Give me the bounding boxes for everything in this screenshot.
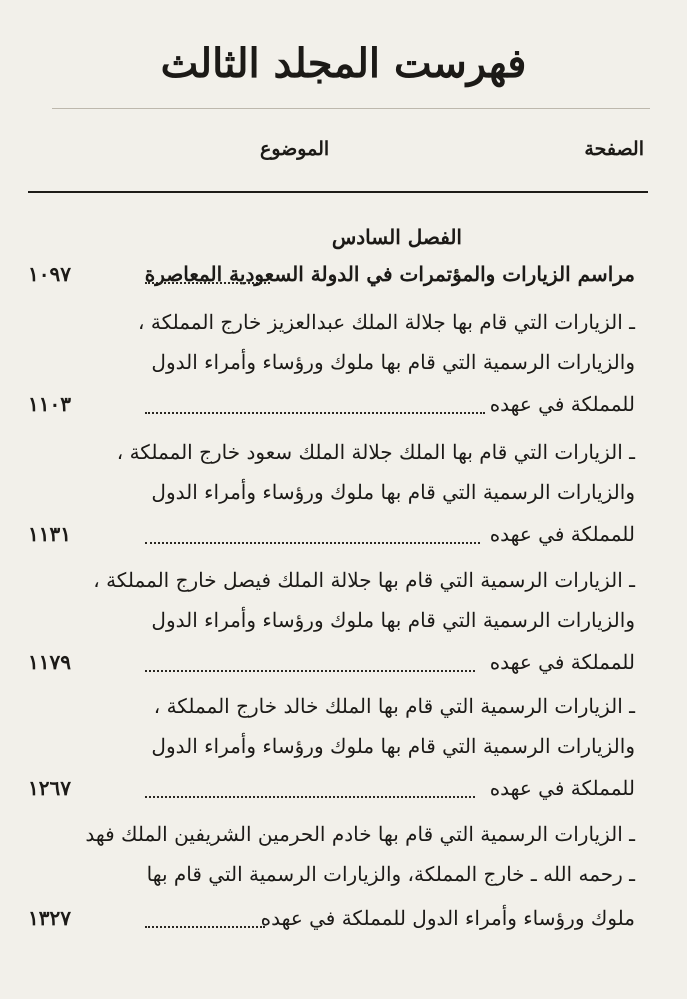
entry-text: والزيارات الرسمية التي قام بها ملوك ورؤساء وأمراء الدول [151, 350, 635, 374]
toc-entry-line [55, 608, 635, 648]
toc-entry-line [55, 392, 635, 432]
header-divider [28, 191, 648, 193]
topic-column-header: الموضوع [260, 138, 330, 160]
entry-text: ـ الزيارات الرسمية التي قام بها خادم الحرمين الشريفين الملك فهد [85, 822, 635, 846]
page-number: ١١٣١ [28, 522, 71, 546]
entry-text: للمملكة في عهده [489, 522, 635, 546]
entry-text: والزيارات الرسمية التي قام بها ملوك ورؤساء وأمراء الدول [151, 480, 635, 504]
toc-entry-line [55, 522, 635, 562]
leader-dots [145, 918, 265, 928]
toc-entry-line [55, 262, 635, 302]
leader-dots [145, 534, 480, 544]
leader-dots [145, 274, 270, 284]
page-number: ١٠٩٧ [28, 262, 71, 286]
page-title: فهرست المجلد الثالث [160, 40, 527, 87]
entry-text: للمملكة في عهده [489, 392, 635, 416]
column-headers [30, 138, 644, 174]
toc-entry-line [55, 734, 635, 774]
entry-text: للمملكة في عهده [489, 776, 635, 800]
toc-entry-line [55, 480, 635, 520]
toc-entry-line [55, 568, 635, 608]
entry-heading-text: مراسم الزيارات والمؤتمرات في الدولة السعودية المعاصرة [144, 262, 635, 286]
entry-text: ملوك ورؤساء وأمراء الدول للمملكة في عهده [260, 906, 635, 930]
page-column-header: الصفحة [584, 138, 644, 160]
toc-entry-line [55, 310, 635, 350]
toc-entry-line [55, 440, 635, 480]
title-divider [52, 108, 650, 109]
leader-dots [145, 404, 485, 414]
toc-entry-line [55, 776, 635, 816]
entry-text: ـ الزيارات التي قام بها الملك جلالة الملك سعود خارج المملكة ، [116, 440, 635, 464]
entry-text: ـ الزيارات التي قام بها جلالة الملك عبدالعزيز خارج المملكة ، [138, 310, 635, 334]
toc-entry-line [55, 694, 635, 734]
entry-text: والزيارات الرسمية التي قام بها ملوك ورؤساء وأمراء الدول [151, 734, 635, 758]
entry-text: للمملكة في عهده [489, 650, 635, 674]
toc-entry-line [55, 350, 635, 390]
entry-text: ـ الزيارات الرسمية التي قام بها الملك خالد خارج المملكة ، [153, 694, 635, 718]
toc-entry-line [55, 906, 635, 946]
page-number: ١١٧٩ [28, 650, 71, 674]
section-title: الفصل السادس [331, 225, 462, 249]
entry-text: ـ الزيارات الرسمية التي قام بها جلالة الملك فيصل خارج المملكة ، [93, 568, 635, 592]
entry-text: ـ رحمه الله ـ خارج المملكة، والزيارات الرسمية التي قام بها [146, 862, 635, 886]
leader-dots [145, 662, 475, 672]
entry-text: والزيارات الرسمية التي قام بها ملوك ورؤساء وأمراء الدول [151, 608, 635, 632]
page-number: ١٣٢٧ [28, 906, 71, 930]
toc-entry-line [55, 650, 635, 690]
leader-dots [145, 788, 475, 798]
page-number: ١٢٦٧ [28, 776, 71, 800]
toc-entry-line [55, 862, 635, 902]
toc-entry-line [55, 822, 635, 862]
page-number: ١١٠٣ [28, 392, 71, 416]
